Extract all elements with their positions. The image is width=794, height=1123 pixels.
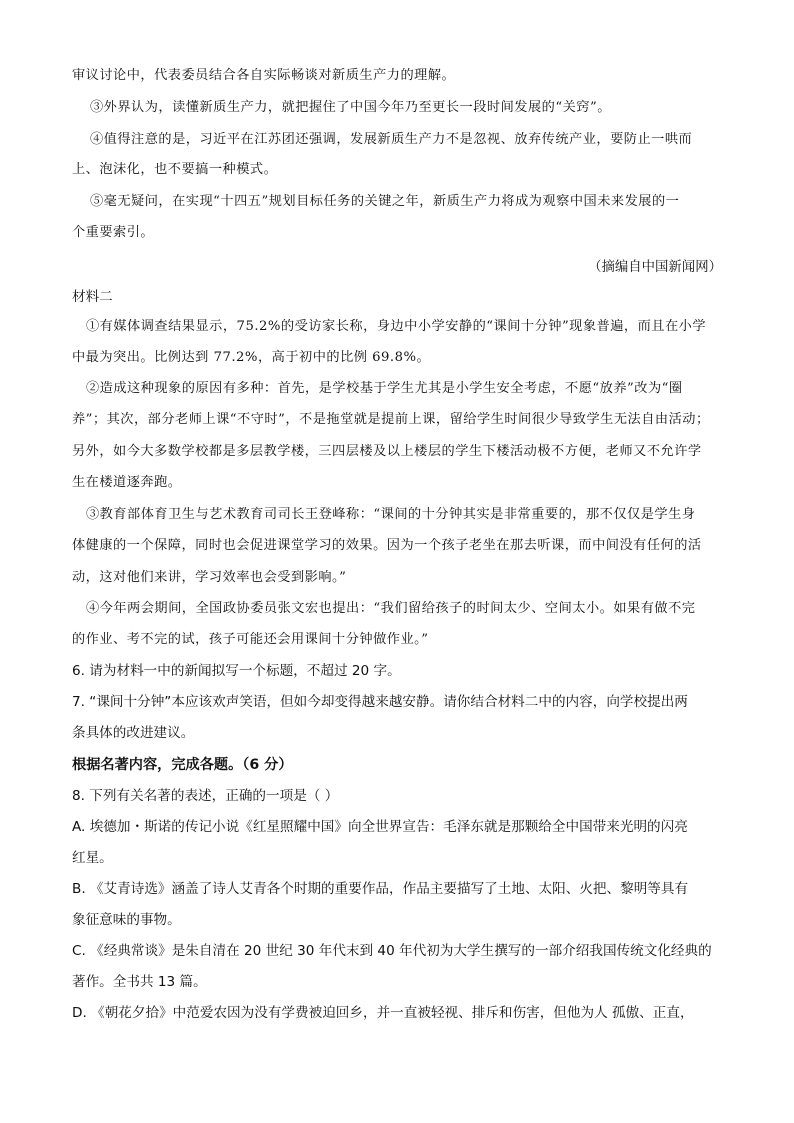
material2-para-4-line2: 的作业、考不完的试，孩子可能还会用课间十分钟做作业。”	[72, 632, 429, 647]
material2-para-1-line1: ①有媒体调查结果显示，75.2%的受访家长称，身边中小学安静的“课间十分钟”现象普遍，而且在小学	[86, 319, 707, 334]
option-d-line1: D. 《朝花夕拾》中范爱农因为没有学费被迫回乡，并一直被轻视、排斥和伤害，但他为人 孤傲、正直，	[72, 1005, 694, 1021]
material1-para-3: ③外界认为，读懂新质生产力，就把握住了中国今年乃至更长一段时间发展的“关窍”。	[90, 100, 611, 115]
option-c-line2: 著作。全书共 13 篇。	[72, 974, 207, 990]
section-heading: 根据名著内容，完成各题。（6 分）	[72, 757, 293, 773]
question-7-line2: 条具体的改进建议。	[72, 725, 195, 741]
material2-heading: 材料二	[72, 289, 113, 305]
material2-para-3-line1: ③教育部体育卫生与艺术教育司司长王登峰称：“课间的十分钟其实是非常重要的，那不仅仅是学生身	[86, 507, 696, 522]
material1-para-4-line1: ④值得注意的是，习近平在江苏团还强调，发展新质生产力不是忽视、放弃传统产业，要防止一哄而	[90, 132, 693, 147]
material1-para-5-line1: ⑤毫无疑问，在实现“十四五”规划目标任务的关键之年，新质生产力将成为观察中国未来发展的一	[90, 194, 680, 209]
question-6: 6. 请为材料一中的新闻拟写一个标题，不超过 20 字。	[72, 663, 401, 679]
question-7-line1: 7. “课间十分钟”本应该欢声笑语，但如今却变得越来越安静。请你结合材料二中的内容，向学校提出两	[72, 694, 688, 710]
material2-para-3-line3: 动，这对他们来讲，学习效率也会受到影响。”	[72, 570, 347, 585]
option-a-line2: 红星。	[72, 850, 113, 866]
option-b-line2: 象征意味的事物。	[72, 912, 181, 928]
material2-para-2-line2: 养”；其次，部分老师上课“不守时”，不是拖堂就是提前上课，留给学生时间很少导致学生无法自由活动；	[72, 412, 710, 427]
question-8: 8. 下列有关名著的表述，正确的一项是（ ）	[72, 788, 339, 804]
material1-source: （摘编自中国新闻网）	[588, 260, 722, 275]
material1-para-4-line2: 上、泡沫化，也不要搞一种模式。	[72, 162, 278, 177]
material1-para-5-line2: 个重要索引。	[72, 225, 155, 240]
option-a-line1: A. 埃德加・斯诺的传记小说《红星照耀中国》向全世界宣告：毛泽东就是那颗给全中国带来光明的闪亮	[72, 819, 688, 835]
option-c-line1: C. 《经典常谈》是朱自清在 20 世纪 30 年代末到 40 年代初为大学生撰写的一部介绍我国传统文化经典的	[72, 943, 712, 959]
option-b-line1: B. 《艾青诗选》涵盖了诗人艾青各个时期的重要作品，作品主要描写了土地、太阳、火把、黎明等具有	[72, 881, 689, 897]
material1-para-cont: 审议讨论中，代表委员结合各自实际畅谈对新质生产力的理解。	[72, 68, 456, 83]
material2-para-3-line2: 体健康的一个保障，同时也会促进课堂学习的效果。因为一个孩子老坐在那去听课，而中间没有任何的活	[72, 538, 702, 553]
material2-para-4-line1: ④今年两会期间，全国政协委员张文宏也提出：“我们留给孩子的时间太少、空间太小。如果有做不完	[86, 601, 696, 616]
material2-para-2-line4: 生在楼道逐奔跑。	[72, 475, 182, 490]
material2-para-2-line3: 另外，如今大多数学校都是多层教学楼，三四层楼及以上楼层的学生下楼活动极不方便，老师又不允许学	[72, 444, 702, 459]
material2-para-1-line2: 中最为突出。比例达到 77.2%，高于初中的比例 69.8%。	[72, 350, 431, 365]
material2-para-2-line1: ②造成这种现象的原因有多种：首先，是学校基于学生尤其是小学生安全考虑，不愿“放养”改为“圈	[86, 381, 683, 396]
